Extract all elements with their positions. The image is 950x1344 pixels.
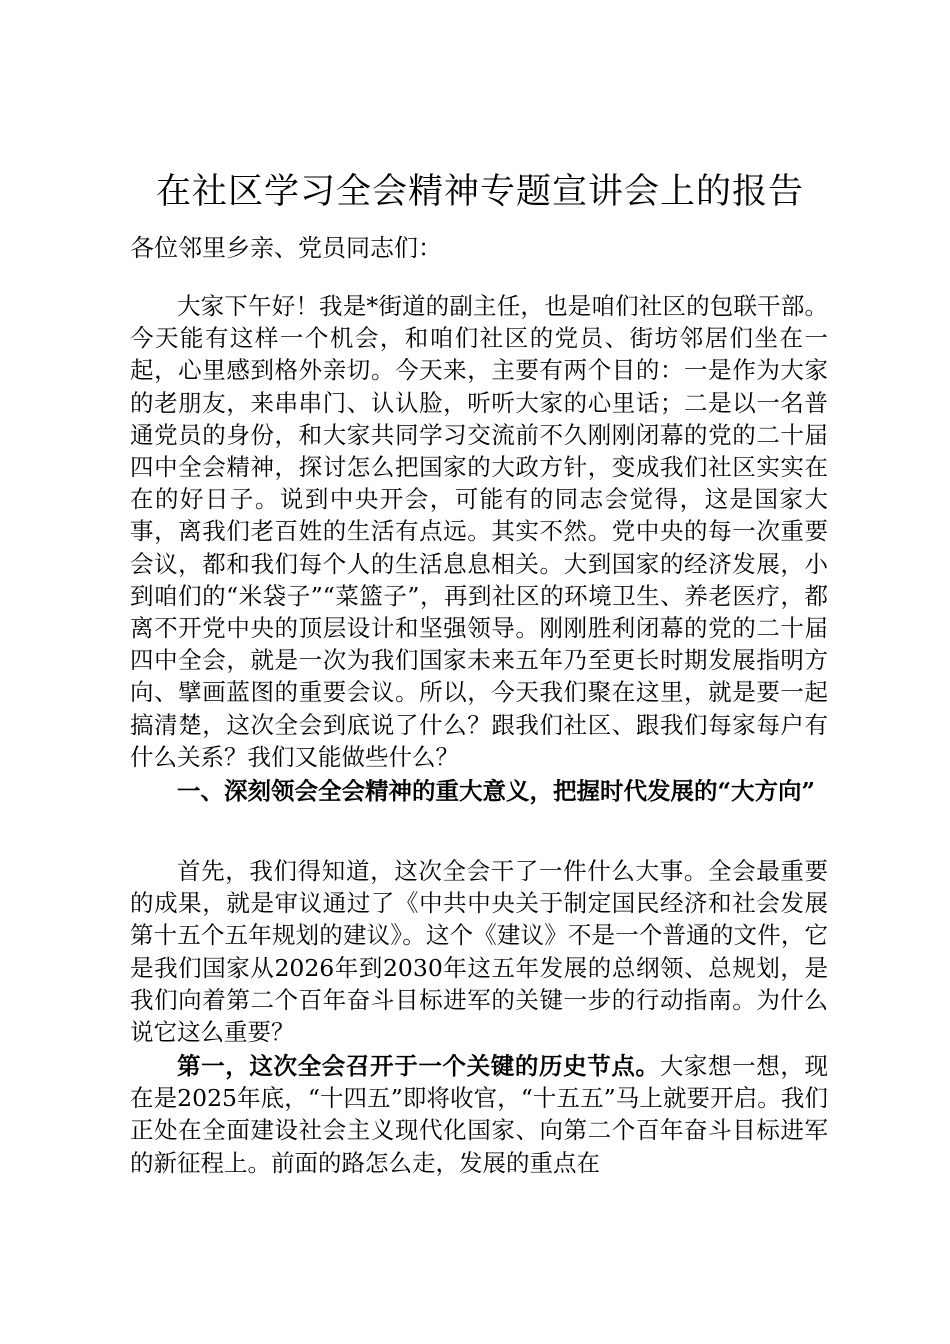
paragraph-body-text: 大家想一想，现在是2025年底，“十四五”即将收官，“十五五”马上就要开启。我们正处在全面建设社会主义现代化国家、向第二个百年奋斗目标进军的新征程上。前面的路怎么走，发展的重点在 bbox=[130, 1052, 829, 1177]
salutation: 各位邻里乡亲、党员同志们： bbox=[130, 234, 442, 262]
section-heading-1: 一、深刻领会全会精神的重大意义，把握时代发展的“大方向” bbox=[177, 777, 816, 805]
body-paragraph-2: 首先，我们得知道，这次全会干了一件什么大事。全会最重要的成果，就是审议通过了《中共中央关于制定国民经济和社会发展第十五个五年规划的建议》。这个《建议》不是一个普通的文件，它是我们国家从2026年到2030年这五年发展的总纲领、总规划，是我们向着第二个百年奋斗目标进军的关键一步的行动指南。为什么说它这么重要？ bbox=[130, 857, 828, 1047]
body-paragraph-3 bbox=[130, 1050, 828, 1179]
opening-paragraph: 大家下午好！我是*街道的副主任，也是咱们社区的包联干部。今天能有这样一个机会，和咱们社区的党员、街坊邻居们坐在一起，心里感到格外亲切。今天来，主要有两个目的：一是作为大家的老朋友，来串串门、认认脸，听听大家的心里话；二是以一名普通党员的身份，和大家共同学习交流前不久刚刚闭幕的党的二十届四中全会精神，探讨怎么把国家的大政方针，变成我们社区实实在在的好日子。说到中央开会，可能有的同志会觉得，这是国家大事，离我们老百姓的生活有点远。其实不然。党中央的每一次重要会议，都和我们每个人的生活息息相关。大到国家的经济发展，小到咱们的“米袋子”“菜篮子”，再到社区的环境卫生、养老医疗，都离不开党中央的顶层设计和坚强领导。刚刚胜利闭幕的党的二十届四中全会，就是一次为我们国家未来五年乃至更长时期发展指明方向、擘画蓝图的重要会议。所以，今天我们聚在这里，就是要一起搞清楚，这次全会到底说了什么？跟我们社区、跟我们每家每户有什么关系？我们又能做些什么？ bbox=[130, 292, 828, 771]
paragraph-lead-bold: 第一，这次全会召开于一个关键的历史节点。 bbox=[177, 1052, 660, 1080]
document-title: 在社区学习全会精神专题宣讲会上的报告 bbox=[155, 172, 804, 212]
